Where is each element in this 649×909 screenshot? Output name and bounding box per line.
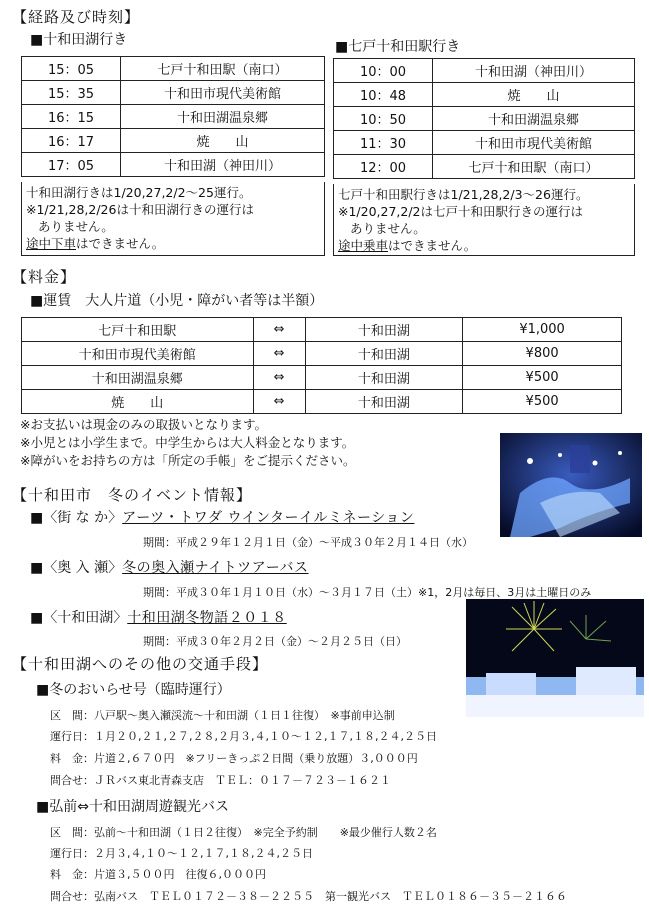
fare-price: ¥500 xyxy=(463,366,622,390)
to-lake-row xyxy=(22,57,325,81)
to-lake-stop: 七戸十和田駅（南口） xyxy=(121,57,325,81)
fare-from: 七戸十和田駅 xyxy=(22,318,254,342)
oirase-title: ■冬のおいらせ号（臨時運行） xyxy=(36,682,231,698)
to-station-timetable xyxy=(333,58,635,179)
fare-note-3: ※障がいをお持ちの方は「所定の手帳」をご提示ください。 xyxy=(20,453,356,468)
oirase-days: 運行日：１月２０,２１,２７,２８,２月３,４,１０～１２,１７,１８,２４,２５日 xyxy=(50,730,437,743)
fare-price: ¥500 xyxy=(463,390,622,414)
fare-arrow: ⇔ xyxy=(253,366,305,390)
to-station-stop: 十和田市現代美術館 xyxy=(433,131,635,155)
fare-table xyxy=(21,317,622,414)
to-station-stop: 焼 山 xyxy=(433,83,635,107)
fare-notes xyxy=(20,416,355,470)
to-station-note-1: 七戸十和田駅行きは1/21,28,2/3～26運行。 xyxy=(338,187,589,202)
no-boarding-text: 途中乗車 xyxy=(338,238,389,253)
to-station-time: 10：50 xyxy=(334,107,433,131)
to-station-stop: 十和田湖（神田川） xyxy=(433,59,635,83)
fare-arrow: ⇔ xyxy=(253,390,305,414)
route-heading: 【経路及び時刻】 xyxy=(12,8,141,26)
event-1 xyxy=(30,507,414,527)
to-station-row xyxy=(334,83,635,107)
event-2-period: 期間：平成３０年１月１０日（水）～３月１７日（土）※1，2月は毎日、3月は土曜日のみ xyxy=(143,586,592,599)
fare-to: 十和田湖 xyxy=(305,390,463,414)
fare-note-2: ※小児とは小学生まで。中学生からは大人料金となります。 xyxy=(20,435,355,450)
event-2-area: ■〈奥 入 瀬〉 xyxy=(30,560,123,576)
fare-row xyxy=(22,366,622,390)
event-3-area: ■〈十和田湖〉 xyxy=(30,610,128,626)
event-1-area: ■〈街 な か〉 xyxy=(30,510,123,526)
to-station-time: 12：00 xyxy=(334,155,433,179)
to-lake-row xyxy=(22,129,325,153)
to-lake-note-2: ※1/21,28,2/26は十和田湖行きの運行は xyxy=(26,202,254,217)
fare-arrow: ⇔ xyxy=(253,342,305,366)
to-station-row xyxy=(334,131,635,155)
to-lake-note-4: 途中下車はできません。 xyxy=(26,236,165,251)
to-station-row xyxy=(334,155,635,179)
to-station-time: 10：00 xyxy=(334,59,433,83)
fare-row xyxy=(22,342,622,366)
to-station-note-3: ありません。 xyxy=(350,221,426,236)
fireworks-photo xyxy=(466,599,644,717)
to-station-row xyxy=(334,59,635,83)
event-1-period: 期間：平成２９年１２月１日（金）～平成３０年２月１４日（水） xyxy=(143,536,473,549)
to-lake-time: 15：05 xyxy=(22,57,121,81)
to-lake-time: 16：17 xyxy=(22,129,121,153)
to-station-time: 10：48 xyxy=(334,83,433,107)
fare-from: 十和田市現代美術館 xyxy=(22,342,254,366)
to-station-note-4: 途中乗車はできません。 xyxy=(338,238,477,253)
to-station-stop: 七戸十和田駅（南口） xyxy=(433,155,635,179)
illumination-photo xyxy=(500,433,642,537)
event-2 xyxy=(30,557,309,577)
hirosaki-section: 区 間：弘前～十和田湖（１日２往復） ※完全予約制 ※最少催行人数２名 xyxy=(50,826,437,839)
oirase-section: 区 間：八戸駅～奥入瀬渓流～十和田湖（１日１往復） ※事前申込制 xyxy=(50,709,395,722)
to-lake-stop: 焼 山 xyxy=(121,129,325,153)
to-station-notes xyxy=(333,184,635,256)
hirosaki-days: 運行日：２月３,４,１０～１２,１７,１８,２４,２５日 xyxy=(50,847,313,860)
fare-to: 十和田湖 xyxy=(305,366,463,390)
to-lake-stop: 十和田市現代美術館 xyxy=(121,81,325,105)
to-lake-stop: 十和田湖（神田川） xyxy=(121,153,325,177)
fare-price: ¥800 xyxy=(463,342,622,366)
event-3 xyxy=(30,607,287,627)
hirosaki-title: ■弘前⇔十和田湖周遊観光バス xyxy=(36,799,229,815)
fare-row xyxy=(22,390,622,414)
to-station-heading: ■七戸十和田駅行き xyxy=(335,39,461,55)
to-lake-stop: 十和田湖温泉郷 xyxy=(121,105,325,129)
fare-heading: 【料金】 xyxy=(12,268,77,286)
to-station-stop: 十和田湖温泉郷 xyxy=(433,107,635,131)
hirosaki-fare: 料 金：片道３,５００円 往復６,０００円 xyxy=(50,868,266,881)
oirase-contact: 問合せ：ＪＲバス東北青森支店 ＴＥＬ：０１７－７２３－１６２１ xyxy=(50,774,391,787)
fare-arrow: ⇔ xyxy=(253,318,305,342)
hirosaki-contact: 問合せ：弘南バス ＴＥＬ０１７２－３８－２２５５ 第一観光バス ＴＥＬ０１８６－３５－２１６６ xyxy=(50,890,567,903)
oirase-fare: 料 金：片道２,６７０円 ※フリーきっぷ２日間（乗り放題）３,０００円 xyxy=(50,752,418,765)
fare-subheading: ■運賃 大人片道（小児・障がい者等は半額） xyxy=(30,293,324,309)
other-transport-heading: 【十和田湖へのその他の交通手段】 xyxy=(12,655,269,673)
event-1-name: アーツ・トワダ ウインターイルミネーション xyxy=(122,510,415,526)
to-lake-time: 16：15 xyxy=(22,105,121,129)
to-lake-timetable xyxy=(21,56,325,177)
fare-from: 十和田湖温泉郷 xyxy=(22,366,254,390)
to-lake-row xyxy=(22,105,325,129)
event-2-name: 冬の奥入瀬ナイトツアーバス xyxy=(122,560,309,576)
event-3-period: 期間：平成３０年２月２日（金）～２月２５日（日） xyxy=(143,635,407,648)
to-lake-note-1: 十和田湖行きは1/20,27,2/2～25運行。 xyxy=(26,185,252,200)
to-lake-notes xyxy=(21,182,325,256)
to-lake-note-3: ありません。 xyxy=(38,219,114,234)
to-lake-row xyxy=(22,81,325,105)
no-stopover-text: 途中下車 xyxy=(26,236,77,251)
fare-row xyxy=(22,318,622,342)
to-lake-row xyxy=(22,153,325,177)
to-station-time: 11：30 xyxy=(334,131,433,155)
fare-note-1: ※お支払いは現金のみの取扱いとなります。 xyxy=(20,417,267,432)
to-station-row xyxy=(334,107,635,131)
event-3-name: 十和田湖冬物語２０１８ xyxy=(127,610,287,626)
to-lake-time: 17：05 xyxy=(22,153,121,177)
fare-from: 焼 山 xyxy=(22,390,254,414)
fare-to: 十和田湖 xyxy=(305,318,463,342)
fare-price: ¥1,000 xyxy=(463,318,622,342)
to-lake-heading: ■十和田湖行き xyxy=(30,32,128,48)
fare-to: 十和田湖 xyxy=(305,342,463,366)
events-heading: 【十和田市 冬のイベント情報】 xyxy=(12,486,253,504)
to-lake-time: 15：35 xyxy=(22,81,121,105)
to-station-note-2: ※1/20,27,2/2は七戸十和田駅行きの運行は xyxy=(338,204,584,219)
